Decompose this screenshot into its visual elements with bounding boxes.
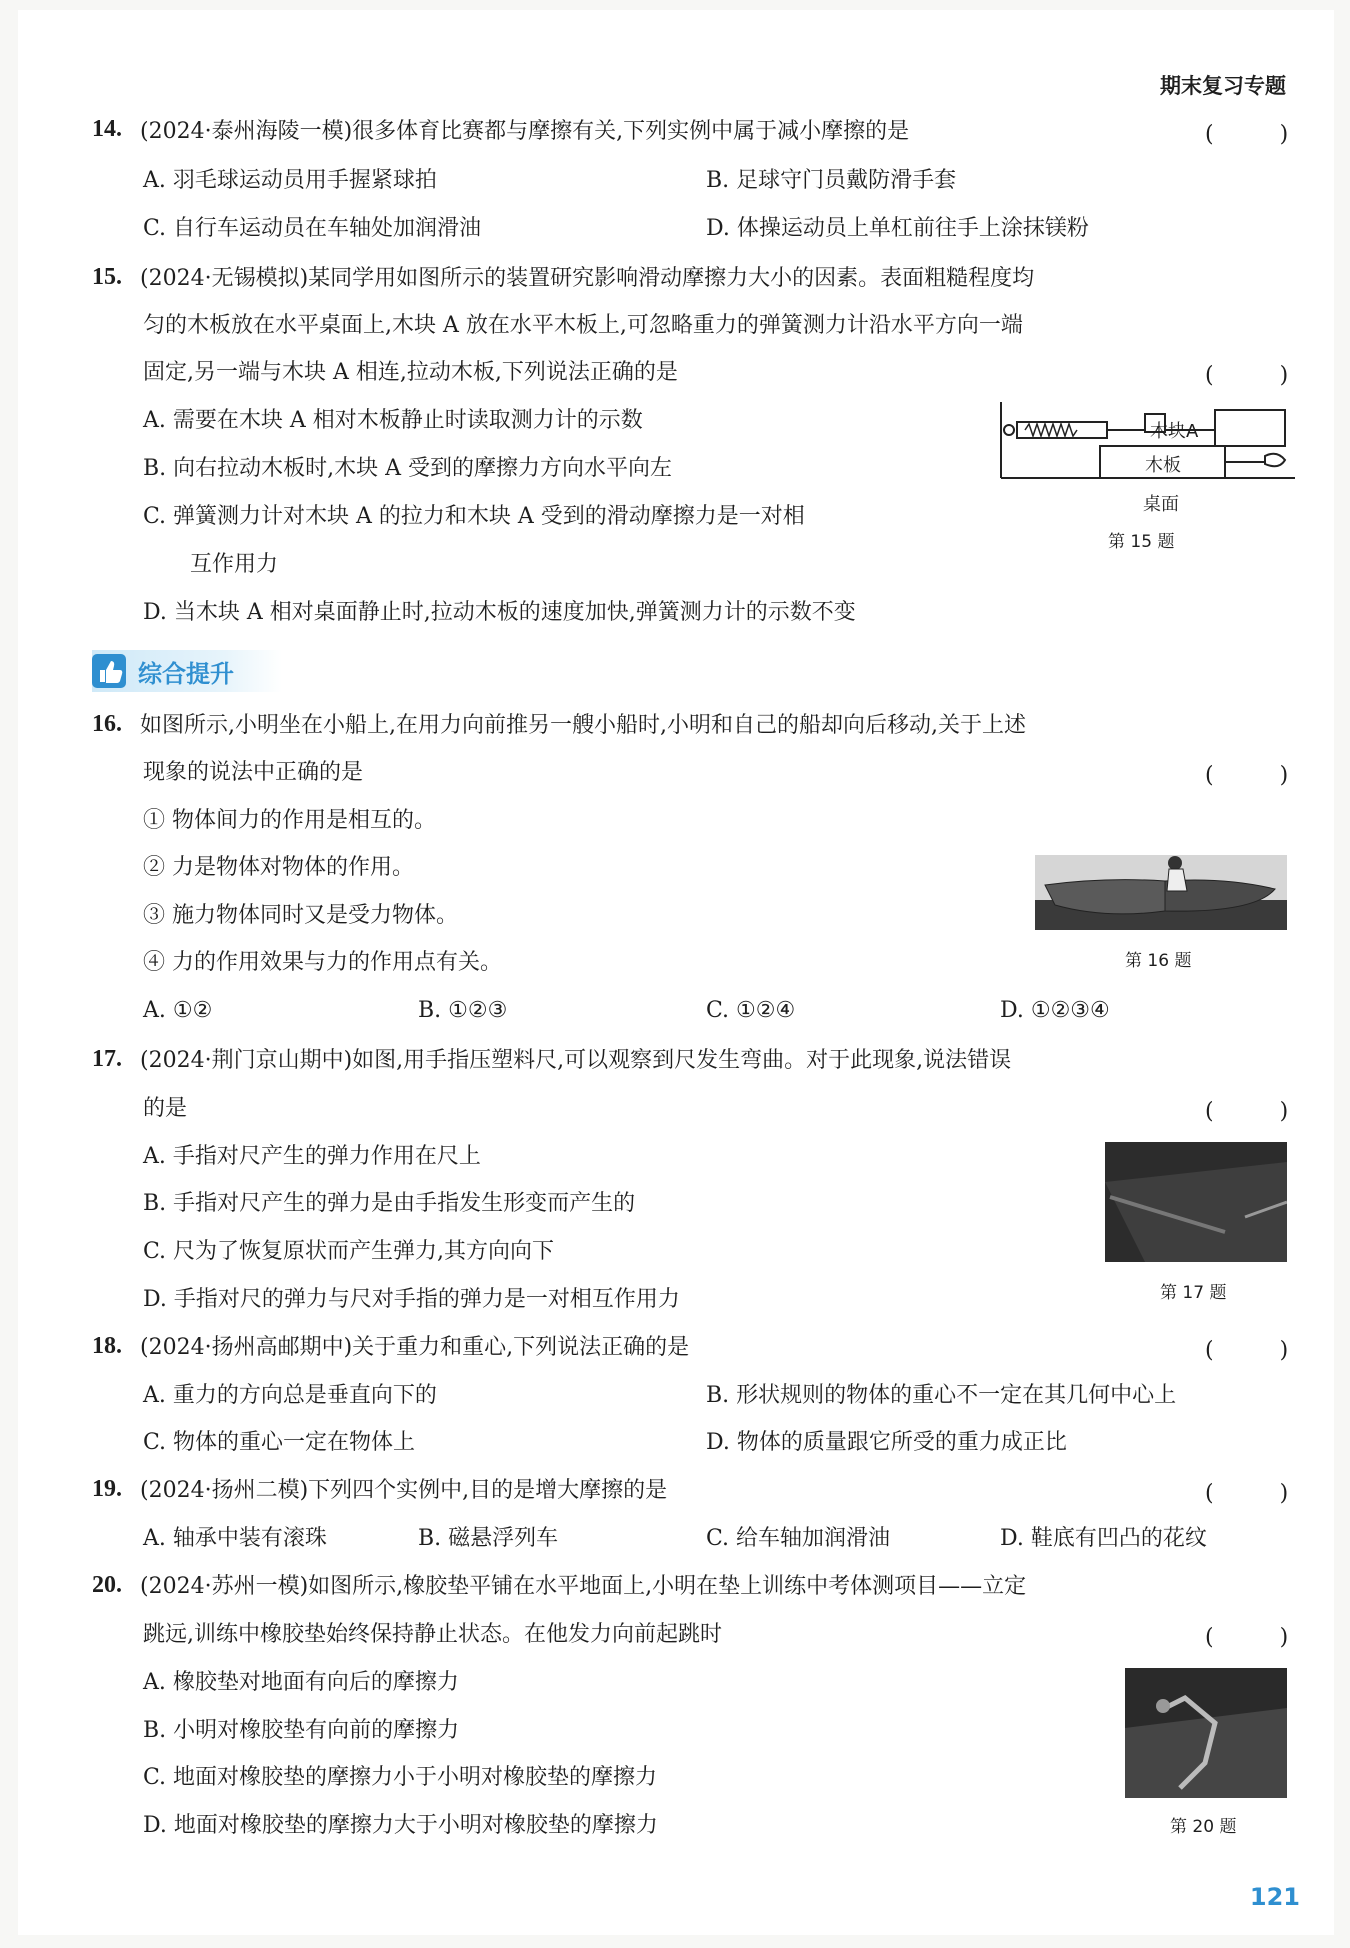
question-stem: (2024·扬州二模)下列四个实例中,目的是增大摩擦的是 bbox=[140, 1478, 668, 1503]
answer-blank[interactable]: ( ) bbox=[1205, 363, 1311, 388]
option-d: D. 体操运动员上单杠前往手上涂抹镁粉 bbox=[706, 216, 1089, 241]
option-d: D. 鞋底有凹凸的花纹 bbox=[1000, 1526, 1207, 1551]
option-c: C. 弹簧测力计对木块 A 的拉力和木块 A 受到的滑动摩擦力是一对相 bbox=[143, 504, 805, 529]
option-a: A. ①② bbox=[143, 998, 213, 1023]
option-d: D. 物体的质量跟它所受的重力成正比 bbox=[706, 1430, 1067, 1455]
page-header: 期末复习专题 bbox=[1160, 74, 1286, 98]
question-number: 15. bbox=[92, 264, 122, 290]
question-stem: 的是 bbox=[143, 1096, 188, 1121]
question-number: 14. bbox=[92, 116, 122, 142]
option-a: A. 需要在木块 A 相对木板静止时读取测力计的示数 bbox=[143, 408, 643, 433]
option-b: B. 形状规则的物体的重心不一定在其几何中心上 bbox=[706, 1383, 1177, 1408]
option-b: B. ①②③ bbox=[418, 998, 508, 1023]
thumbs-up-icon bbox=[92, 654, 126, 688]
answer-blank[interactable]: ( ) bbox=[1205, 1625, 1311, 1650]
question-stem: (2024·无锡模拟)某同学用如图所示的装置研究影响滑动摩擦力大小的因素。表面粗糙程度均 bbox=[140, 266, 1035, 291]
option-a: A. 羽毛球运动员用手握紧球拍 bbox=[143, 168, 437, 193]
question-stem: (2024·荆门京山期中)如图,用手指压塑料尺,可以观察到尺发生弯曲。对于此现象,说法错误 bbox=[140, 1048, 1012, 1073]
question-stem: 现象的说法中正确的是 bbox=[143, 760, 364, 785]
option-a: A. 手指对尺产生的弹力作用在尺上 bbox=[143, 1144, 481, 1169]
statement-2: ② 力是物体对物体的作用。 bbox=[143, 855, 414, 880]
question-number: 19. bbox=[92, 1476, 122, 1502]
question-stem: 如图所示,小明坐在小船上,在用力向前推另一艘小船时,小明和自己的船却向后移动,关于上述 bbox=[140, 713, 1026, 738]
answer-blank[interactable]: ( ) bbox=[1205, 122, 1311, 147]
figure-caption: 第 17 题 bbox=[1160, 1283, 1227, 1303]
option-b: B. 足球守门员戴防滑手套 bbox=[706, 168, 957, 193]
option-c: C. 给车轴加润滑油 bbox=[706, 1526, 891, 1551]
option-d: D. 手指对尺的弹力与尺对手指的弹力是一对相互作用力 bbox=[143, 1287, 680, 1312]
figure-caption: 第 15 题 bbox=[1108, 532, 1175, 552]
question-number: 18. bbox=[92, 1333, 122, 1359]
option-a: A. 重力的方向总是垂直向下的 bbox=[143, 1383, 437, 1408]
question-number: 17. bbox=[92, 1046, 122, 1072]
statement-1: ① 物体间力的作用是相互的。 bbox=[143, 808, 436, 833]
question-stem: (2024·扬州高邮期中)关于重力和重心,下列说法正确的是 bbox=[140, 1335, 690, 1360]
block-label: 木块A bbox=[1150, 421, 1199, 442]
question-number: 20. bbox=[92, 1572, 122, 1598]
option-c: C. 自行车运动员在车轴处加润滑油 bbox=[143, 216, 482, 241]
answer-blank[interactable]: ( ) bbox=[1205, 763, 1311, 788]
figure-caption: 第 16 题 bbox=[1125, 951, 1192, 971]
option-c: C. 尺为了恢复原状而产生弹力,其方向向下 bbox=[143, 1239, 555, 1264]
answer-blank[interactable]: ( ) bbox=[1205, 1338, 1311, 1363]
question-number: 16. bbox=[92, 711, 122, 737]
desk-label: 桌面 bbox=[1143, 494, 1179, 515]
question-stem: (2024·苏州一模)如图所示,橡胶垫平铺在水平地面上,小明在垫上训练中考体测项目——立定 bbox=[140, 1574, 1027, 1599]
option-b: B. 手指对尺产生的弹力是由手指发生形变而产生的 bbox=[143, 1191, 636, 1216]
answer-blank[interactable]: ( ) bbox=[1205, 1481, 1311, 1506]
option-c: C. 地面对橡胶垫的摩擦力小于小明对橡胶垫的摩擦力 bbox=[143, 1765, 658, 1790]
page-number: 121 bbox=[1249, 1883, 1300, 1911]
option-d: D. ①②③④ bbox=[1000, 998, 1110, 1023]
boat-photo bbox=[1035, 855, 1287, 930]
option-c-continued: 互作用力 bbox=[190, 552, 279, 577]
answer-blank[interactable]: ( ) bbox=[1205, 1099, 1311, 1124]
board-label: 木板 bbox=[1145, 455, 1181, 476]
ruler-photo bbox=[1105, 1142, 1287, 1262]
question-stem: 跳远,训练中橡胶垫始终保持静止状态。在他发力向前起跳时 bbox=[143, 1622, 722, 1647]
option-b: B. 小明对橡胶垫有向前的摩擦力 bbox=[143, 1718, 460, 1743]
option-b: B. 磁悬浮列车 bbox=[418, 1526, 559, 1551]
option-a: A. 橡胶垫对地面有向后的摩擦力 bbox=[143, 1670, 459, 1695]
option-c: C. 物体的重心一定在物体上 bbox=[143, 1430, 416, 1455]
question-stem: 匀的木板放在水平桌面上,木块 A 放在水平木板上,可忽略重力的弹簧测力计沿水平方向一端 bbox=[143, 313, 1023, 338]
option-d: D. 当木块 A 相对桌面静止时,拉动木板的速度加快,弹簧测力计的示数不变 bbox=[143, 600, 856, 625]
statement-3: ③ 施力物体同时又是受力物体。 bbox=[143, 903, 458, 928]
option-b: B. 向右拉动木板时,木块 A 受到的摩擦力方向水平向左 bbox=[143, 456, 673, 481]
figure-caption: 第 20 题 bbox=[1170, 1817, 1237, 1837]
question-stem: 固定,另一端与木块 A 相连,拉动木板,下列说法正确的是 bbox=[143, 360, 678, 385]
jump-photo bbox=[1125, 1668, 1287, 1798]
option-a: A. 轴承中装有滚珠 bbox=[143, 1526, 327, 1551]
option-d: D. 地面对橡胶垫的摩擦力大于小明对橡胶垫的摩擦力 bbox=[143, 1813, 658, 1838]
section-banner bbox=[92, 650, 282, 692]
statement-4: ④ 力的作用效果与力的作用点有关。 bbox=[143, 950, 502, 975]
option-c: C. ①②④ bbox=[706, 998, 796, 1023]
section-title: 综合提升 bbox=[138, 660, 234, 688]
question-stem: (2024·泰州海陵一模)很多体育比赛都与摩擦有关,下列实例中属于减小摩擦的是 bbox=[140, 119, 910, 144]
